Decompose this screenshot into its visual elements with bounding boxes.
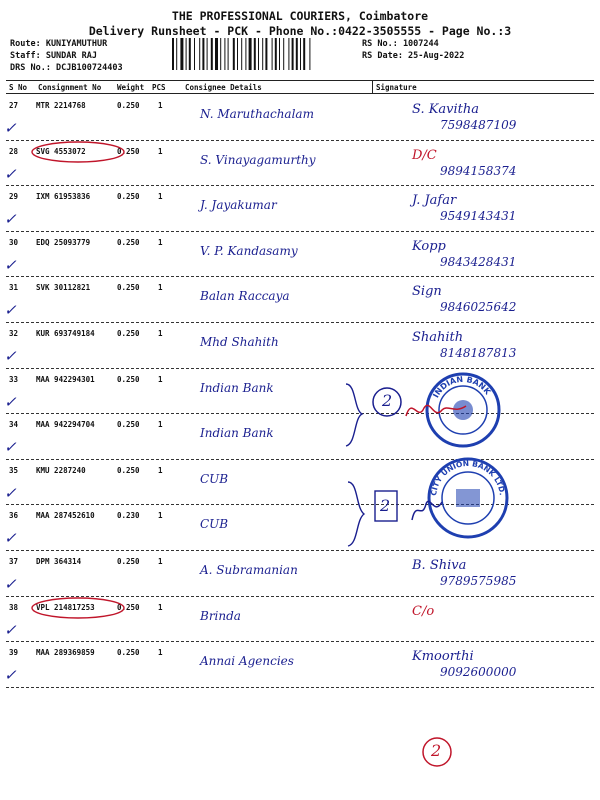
row-consignee: J. Jayakumar <box>200 198 277 213</box>
row-consignment-no: MAA 942294704 <box>36 420 95 430</box>
barcode-bar <box>265 38 267 70</box>
row-consignee: N. Maruthachalam <box>200 107 314 121</box>
row-separator <box>6 276 594 277</box>
rs-date: RS Date: 25-Aug-2022 <box>362 51 465 61</box>
drs-number: DRS No.: DCJB100724403 <box>10 63 123 73</box>
barcode-bar <box>292 38 294 70</box>
row-pcs: 1 <box>158 146 163 156</box>
row-signature: Sign <box>412 284 442 300</box>
table-row <box>0 324 600 370</box>
row-weight: 0.250 <box>117 420 140 430</box>
row-checkmark: ✓ <box>4 529 17 548</box>
row-sno: 31 <box>9 283 19 293</box>
rs-number: RS No.: 1007244 <box>362 39 439 49</box>
row-pcs: 1 <box>158 511 163 521</box>
barcode-bar <box>220 38 221 70</box>
col-consignment: Consignment No <box>38 83 102 92</box>
row-sno: 37 <box>9 557 19 566</box>
row-sno: 34 <box>9 420 19 430</box>
row-phone: 9843428431 <box>440 254 517 269</box>
row-sno: 28 <box>9 146 19 156</box>
row-pcs: 1 <box>158 101 163 110</box>
row-separator <box>6 641 594 642</box>
row-checkmark: ✓ <box>4 119 17 137</box>
row-weight: 0.250 <box>117 101 140 110</box>
row-consignment-no: SVK 30112821 <box>36 283 91 293</box>
row-separator <box>6 687 594 688</box>
row-pcs: 1 <box>158 329 163 338</box>
barcode-bar <box>199 38 200 70</box>
row-checkmark: ✓ <box>4 575 17 593</box>
cub-stamp-text: CITY UNION BANK LTD. <box>429 458 507 497</box>
row-separator <box>6 231 594 232</box>
barcode-bar <box>249 38 252 70</box>
row-consignee: V. P. Kandasamy <box>200 243 298 258</box>
row-weight: 0.250 <box>117 602 140 612</box>
table-header-rule <box>6 93 594 94</box>
row-pcs: 1 <box>158 465 163 475</box>
row-weight: 0.250 <box>117 374 140 384</box>
row-consignee: Annai Agencies <box>200 654 294 669</box>
row-consignment-no: VPL 214817253 <box>36 602 95 612</box>
row-signature: Kopp <box>412 238 446 254</box>
header-divider <box>372 80 373 94</box>
row-consignee: Indian Bank <box>200 380 274 395</box>
route-label: Route: KUNIYAMUTHUR <box>10 39 108 49</box>
row-phone: 9789575985 <box>440 574 517 588</box>
barcode-bar <box>245 38 246 70</box>
barcode-bar <box>262 38 263 70</box>
barcode-bar <box>237 38 238 70</box>
table-row <box>0 552 600 598</box>
barcode-bar <box>300 38 301 70</box>
barcode-bar <box>272 38 273 70</box>
highlight-circle <box>28 140 128 164</box>
row-consignment-no: KUR 693749184 <box>36 329 95 338</box>
row-checkmark: ✓ <box>4 392 17 411</box>
row-phone: 9092600000 <box>440 665 517 680</box>
row-checkmark: ✓ <box>4 255 17 274</box>
barcode-bar <box>241 38 242 70</box>
barcode-bar <box>258 38 259 70</box>
row-signature: J. Jafar <box>412 193 457 209</box>
row-pcs: 1 <box>158 374 163 384</box>
row-weight: 0.250 <box>117 192 140 202</box>
row-consignment-no: IXM 61953836 <box>36 192 91 202</box>
row-sno: 30 <box>9 237 19 247</box>
row-signature: S. Kavitha <box>412 102 480 117</box>
barcode-bar <box>288 38 289 70</box>
table-row <box>0 643 600 689</box>
col-signature: Signature <box>376 83 417 92</box>
row-checkmark: ✓ <box>4 438 17 457</box>
row-consignment-no: MAA 289369859 <box>36 648 95 658</box>
row-separator <box>6 185 594 186</box>
row-sno: 36 <box>9 511 19 521</box>
row-weight: 0.250 <box>117 557 140 566</box>
row-weight: 0.250 <box>117 329 140 338</box>
barcode-bar <box>224 38 225 70</box>
row-pcs: 1 <box>158 283 163 293</box>
row-consignment-no: MAA 942294301 <box>36 374 95 384</box>
table-row <box>0 278 600 324</box>
row-checkmark: ✓ <box>4 620 17 639</box>
row-weight: 0.250 <box>117 237 140 247</box>
company-title: THE PROFESSIONAL COURIERS, Coimbatore <box>171 9 429 23</box>
row-weight: 0.250 <box>117 283 140 293</box>
row-weight: 0.250 <box>117 146 140 156</box>
table-top-rule <box>6 80 594 81</box>
barcode-bar <box>309 38 310 70</box>
row-signature: B. Shiva <box>412 558 467 573</box>
barcode-bar <box>202 38 204 70</box>
row-sno: 32 <box>9 329 19 338</box>
barcode-bar <box>275 38 277 70</box>
group-brace-indian-bank <box>340 380 370 450</box>
table-row <box>0 96 600 142</box>
row-pcs: 1 <box>158 602 163 612</box>
barcode-bar <box>215 38 218 70</box>
row-signature: Kmoorthi <box>412 649 474 665</box>
group-count-indian-bank: 2 <box>382 391 393 410</box>
row-sno: 29 <box>9 192 19 202</box>
row-consignee: Mhd Shahith <box>200 335 279 349</box>
row-signature: D/C <box>412 147 437 163</box>
staff-label: Staff: SUNDAR RAJ <box>10 51 97 61</box>
barcode-bar <box>296 38 298 70</box>
barcode-bar <box>211 38 213 70</box>
group-brace-cub <box>342 478 372 550</box>
barcode-bar <box>194 38 195 70</box>
row-phone: 9846025642 <box>440 300 517 315</box>
col-weight: Weight <box>117 83 145 92</box>
row-phone: 7598487109 <box>440 118 517 132</box>
barcode-bar <box>172 38 174 70</box>
barcode <box>172 38 356 70</box>
cub-signature <box>408 490 448 530</box>
page-total-count: 2 <box>431 741 442 760</box>
row-separator <box>6 322 594 323</box>
indian-bank-signature <box>402 392 472 428</box>
row-consignee: A. Subramanian <box>200 563 298 577</box>
row-sno: 27 <box>9 101 19 110</box>
row-checkmark: ✓ <box>4 483 17 502</box>
row-consignment-no: EDQ 25093779 <box>36 237 91 247</box>
row-sno: 39 <box>9 648 19 658</box>
barcode-bar <box>180 38 183 70</box>
barcode-bar <box>279 38 280 70</box>
row-checkmark: ✓ <box>4 301 17 320</box>
row-pcs: 1 <box>158 237 163 247</box>
row-consignee: Balan Raccaya <box>200 289 290 304</box>
row-sno: 33 <box>9 374 19 384</box>
row-separator <box>6 550 594 551</box>
row-consignment-no: SVG 4553072 <box>36 146 86 156</box>
highlight-circle <box>28 596 128 620</box>
row-consignment-no: MAA 287452610 <box>36 511 95 521</box>
table-row <box>0 415 600 461</box>
row-signature: C/o <box>412 603 435 619</box>
barcode-bar <box>228 38 229 70</box>
barcode-bar <box>303 38 305 70</box>
row-consignee: Brinda <box>200 608 241 623</box>
table-row <box>0 370 600 416</box>
row-consignee: CUB <box>200 517 229 532</box>
barcode-bar <box>254 38 256 70</box>
table-row <box>0 187 600 233</box>
table-row <box>0 233 600 279</box>
row-checkmark: ✓ <box>4 666 17 685</box>
col-pcs: PCS <box>152 83 166 92</box>
row-weight: 0.250 <box>117 465 140 475</box>
row-phone: 9549143431 <box>440 209 517 224</box>
row-sno: 35 <box>9 465 19 475</box>
barcode-bar <box>207 38 208 70</box>
runsheet-subtitle: Delivery Runsheet - PCK - Phone No.:0422-3505555 - Page No.:3 <box>88 24 512 38</box>
row-consignee: S. Vinayagamurthy <box>200 152 316 167</box>
row-separator <box>6 413 594 414</box>
row-pcs: 1 <box>158 557 163 566</box>
row-signature: Shahith <box>412 330 464 345</box>
col-sno: S No <box>9 83 28 92</box>
row-checkmark: ✓ <box>4 347 17 365</box>
row-consignment-no: MTR 2214768 <box>36 101 86 110</box>
barcode-bar <box>189 38 191 70</box>
row-phone: 8148187813 <box>440 346 517 360</box>
group-count-cub: 2 <box>380 496 391 515</box>
row-phone: 9894158374 <box>440 163 517 178</box>
col-consignee: Consignee Details <box>185 83 262 92</box>
row-consignee: Indian Bank <box>200 426 274 441</box>
indian-bank-stamp-text: INDIAN BANK <box>431 374 493 400</box>
row-consignment-no: KMU 2287240 <box>36 465 86 475</box>
row-pcs: 1 <box>158 648 163 658</box>
row-checkmark: ✓ <box>4 164 17 183</box>
barcode-bar <box>283 38 284 70</box>
barcode-bar <box>176 38 177 70</box>
row-weight: 0.250 <box>117 648 140 658</box>
row-pcs: 1 <box>158 192 163 202</box>
barcode-bar <box>233 38 235 70</box>
row-checkmark: ✓ <box>4 210 17 229</box>
barcode-bar <box>186 38 187 70</box>
row-weight: 0.230 <box>117 511 140 521</box>
row-separator <box>6 368 594 369</box>
row-sno: 38 <box>9 602 19 612</box>
row-pcs: 1 <box>158 420 163 430</box>
row-consignment-no: DPM 364314 <box>36 557 82 566</box>
row-consignee: CUB <box>200 471 229 486</box>
